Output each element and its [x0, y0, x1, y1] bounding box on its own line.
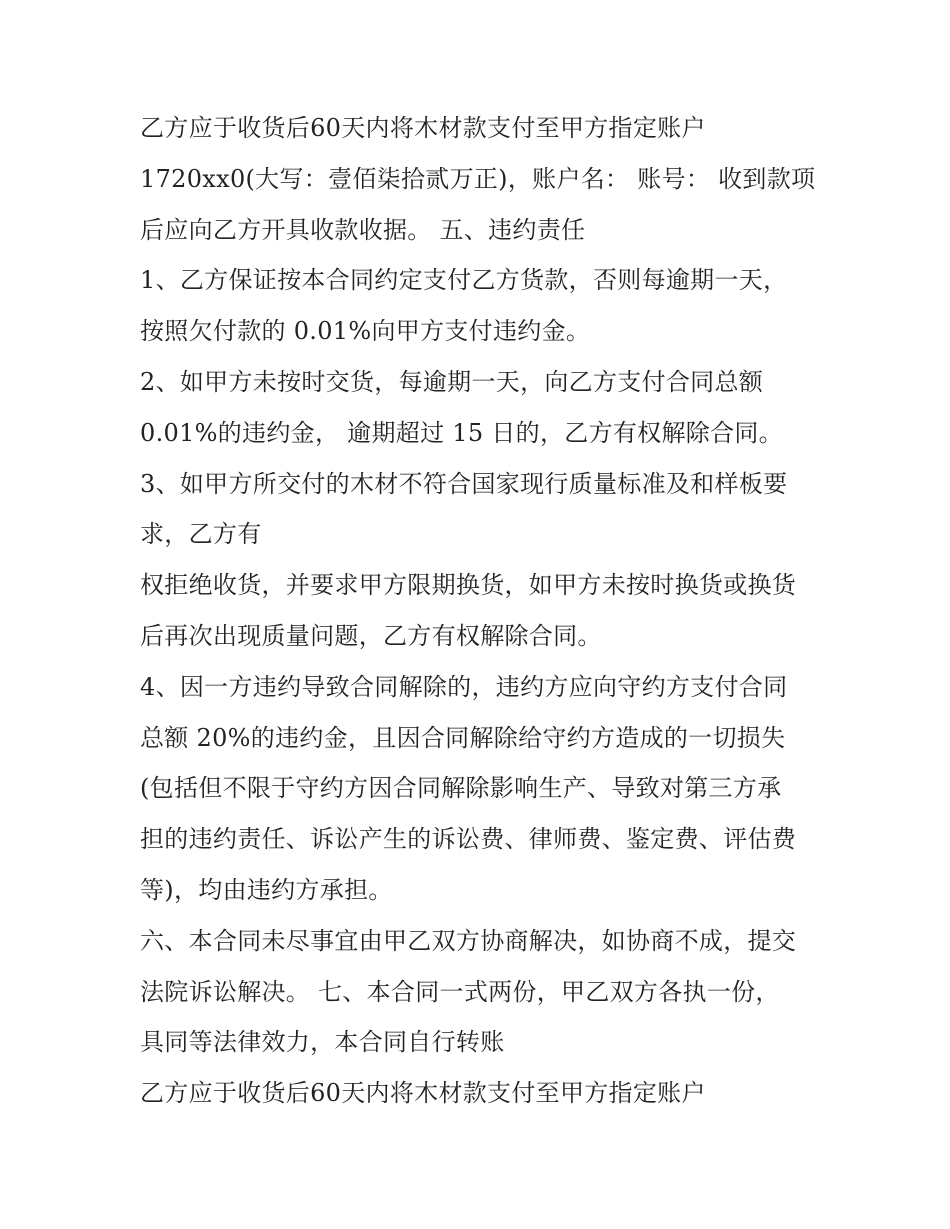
text-line: 2、如甲方未按时交货，每逾期一天，向乙方支付合同总额: [140, 367, 764, 396]
text-line: 等)，均由违约方承担。: [140, 875, 393, 904]
text-line: 权拒绝收货，并要求甲方限期换货，如甲方未按时换货或换货: [140, 571, 797, 600]
text-line: (包括但不限于守约方因合同解除影响生产、导致对第三方承: [140, 774, 782, 803]
text-line: 3、如甲方所交付的木材不符合国家现行质量标准及和样板要: [140, 469, 788, 498]
text-line: 乙方应于收货后60天内将木材款支付至甲方指定账户: [140, 114, 706, 142]
text-line: 具同等法律效力，本合同自行转账: [140, 1028, 505, 1057]
text-line: 按照欠付款的 0.01%向甲方支付违约金。: [140, 317, 591, 346]
text-line: 0.01%的违约金， 逾期超过 15 日的，乙方有权解除合同。: [140, 418, 783, 447]
text-line: 担的违约责任、诉讼产生的诉讼费、律师费、鉴定费、评估费: [140, 825, 797, 854]
text-line: 法院诉讼解决。 七、本合同一式两份，甲乙双方各执一份，: [140, 977, 780, 1006]
text-line: 后再次出现质量问题，乙方有权解除合同。: [140, 621, 602, 650]
text-line: 六、本合同未尽事宜由甲乙双方协商解决，如协商不成，提交: [140, 926, 797, 955]
text-line: 4、因一方违约导致合同解除的，违约方应向守约方支付合同: [140, 672, 788, 701]
text-line: 求，乙方有: [140, 520, 262, 549]
text-line: 后应向乙方开具收款收据。 五、违约责任: [140, 215, 586, 244]
text-line: 1720xx0(大写：壹佰柒拾贰万正)，账户名： 账号： 收到款项: [140, 164, 816, 193]
text-line: 乙方应于收货后60天内将木材款支付至甲方指定账户: [140, 1079, 706, 1108]
text-line: 1、乙方保证按本合同约定支付乙方货款，否则每逾期一天，: [140, 266, 788, 295]
text-line: 总额 20%的违约金，且因合同解除给守约方造成的一切损失: [140, 723, 786, 752]
document-body: [140, 103, 830, 1119]
